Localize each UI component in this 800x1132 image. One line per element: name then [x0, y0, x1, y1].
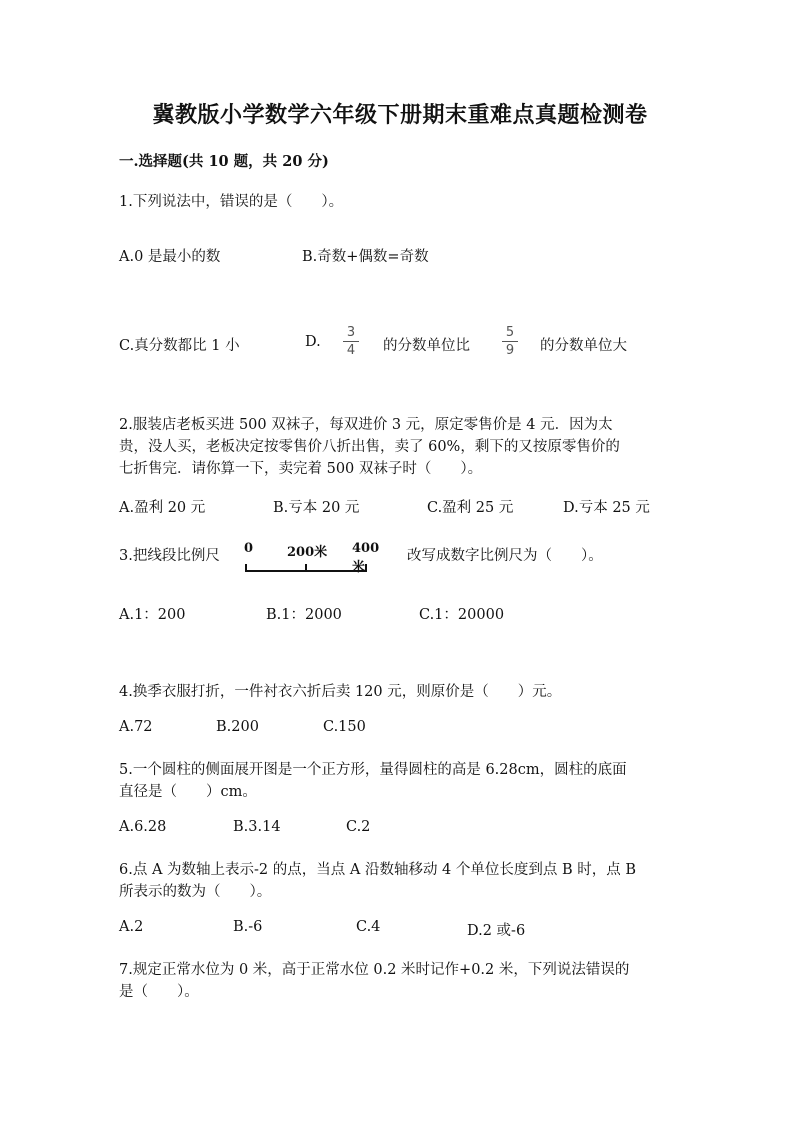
fraction-denominator: 4 [346, 343, 356, 358]
fraction-five-ninths [502, 325, 518, 358]
question-7-line-2: 是（ ）。 [119, 984, 199, 1000]
fraction-bar [343, 341, 359, 342]
question-1-option-d-suffix: 的分数单位大 [540, 338, 627, 354]
page-title: 冀教版小学数学六年级下册期末重难点真题检测卷 [152, 102, 648, 128]
question-2-option-b: B.亏本 20 元 [273, 500, 360, 516]
fraction-numerator: 5 [505, 325, 515, 340]
question-4-stem: 4.换季衣服打折，一件衬衣六折后卖 120 元，则原价是（ ）元。 [119, 684, 562, 700]
question-7-line-1: 7.规定正常水位为 0 米，高于正常水位 0.2 米时记作+0.2 米，下列说法错误的 [119, 962, 630, 978]
question-3-prefix: 3.把线段比例尺 [119, 548, 220, 564]
question-3-option-b: B.1：2000 [266, 607, 342, 623]
question-2-line-3: 七折售完．请你算一下，卖完着 500 双袜子时（ ）。 [119, 461, 483, 477]
question-4-option-a: A.72 [119, 719, 153, 735]
question-1-stem: 1.下列说法中，错误的是（ ）。 [119, 194, 344, 210]
fraction-numerator: 3 [346, 325, 356, 340]
fraction-denominator: 9 [505, 343, 515, 358]
question-2-line-1: 2.服装店老板买进 500 双袜子，每双进价 3 元，原定零售价是 4 元．因为太 [119, 417, 613, 433]
question-6-option-d: D.2 或-6 [467, 923, 526, 939]
question-2-option-d: D.亏本 25 元 [563, 500, 650, 516]
question-1-option-d-prefix: D. [305, 334, 321, 350]
question-5-option-b: B.3.14 [233, 819, 281, 835]
scale-label-200: 200米 [287, 545, 328, 560]
question-6-line-2: 所表示的数为（ ）。 [119, 884, 272, 900]
question-3-option-a: A.1：200 [119, 607, 186, 623]
scale-label-0: 0 [244, 541, 254, 556]
question-2-option-c: C.盈利 25 元 [427, 500, 514, 516]
question-6-option-b: B.-6 [233, 919, 263, 935]
line-scale-ruler [242, 541, 380, 577]
question-2-option-a: A.盈利 20 元 [119, 500, 206, 516]
question-3-option-c: C.1：20000 [419, 607, 505, 623]
scale-label-400: 400米 [352, 541, 380, 575]
question-6-option-a: A.2 [119, 919, 144, 935]
question-1-option-b: B.奇数+偶数=奇数 [302, 249, 429, 265]
fraction-three-quarters [343, 325, 359, 358]
question-1-option-d-middle: 的分数单位比 [383, 338, 470, 354]
question-4-option-c: C.150 [323, 719, 366, 735]
question-3-suffix: 改写成数字比例尺为（ ）。 [407, 548, 603, 564]
question-5-option-a: A.6.28 [119, 819, 167, 835]
question-4-option-b: B.200 [216, 719, 259, 735]
question-2-line-2: 贵，没人买，老板决定按零售价八折出售，卖了 60%，剩下的又按原零售价的 [119, 439, 620, 455]
question-1-option-a: A.0 是最小的数 [119, 249, 221, 265]
question-6-line-1: 6.点 A 为数轴上表示-2 的点，当点 A 沿数轴移动 4 个单位长度到点 B 时，点 B [119, 862, 637, 878]
question-5-line-2: 直径是（ ）cm。 [119, 784, 257, 800]
question-5-option-c: C.2 [346, 819, 371, 835]
section-heading: 一.选择题(共 10 题，共 20 分) [119, 153, 329, 170]
question-5-line-1: 5.一个圆柱的侧面展开图是一个正方形，量得圆柱的高是 6.28cm，圆柱的底面 [119, 762, 627, 778]
question-6-option-c: C.4 [356, 919, 381, 935]
question-1-option-c: C.真分数都比 1 小 [119, 338, 240, 354]
scale-line [242, 561, 370, 575]
fraction-bar [502, 341, 518, 342]
